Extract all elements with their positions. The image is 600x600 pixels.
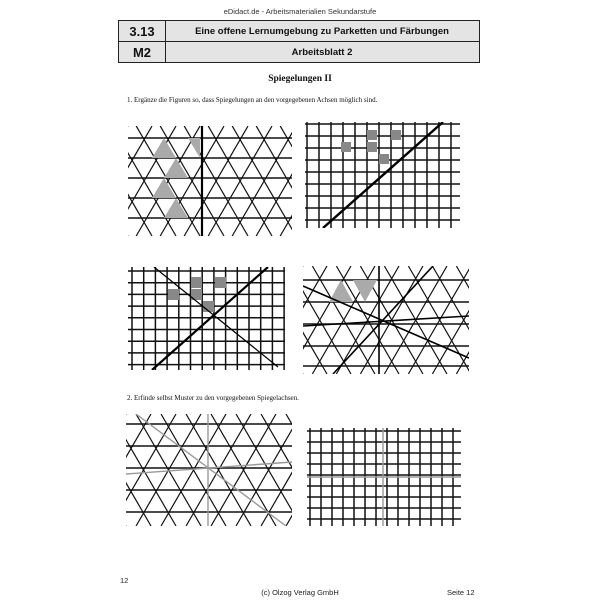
grid-line bbox=[128, 126, 152, 236]
header-row-material bbox=[118, 41, 480, 63]
chapter-number: 3.13 bbox=[119, 21, 166, 41]
material-title: Arbeitsblatt 2 bbox=[291, 46, 353, 58]
sheet-title: Spiegelungen II bbox=[268, 74, 332, 84]
shaded-square bbox=[341, 142, 351, 152]
shaded-square bbox=[391, 130, 401, 140]
figure-triangle-grid-multiple-axes bbox=[303, 266, 469, 374]
figure-square-grid-diagonal-axis bbox=[305, 122, 460, 228]
figure-blank-square-grid bbox=[307, 428, 461, 526]
header-row-chapter bbox=[118, 20, 480, 42]
material-number: M2 bbox=[119, 42, 166, 62]
shaded-square bbox=[367, 142, 377, 152]
grid-line bbox=[126, 414, 151, 526]
shaded-square bbox=[168, 289, 179, 300]
figure-blank-triangle-grid bbox=[126, 414, 292, 526]
copyright: (c) Olzog Verlag GmbH bbox=[261, 588, 339, 597]
grid-line bbox=[303, 266, 327, 374]
site-header: eDidact.de - Arbeitsmaterialien Sekundarstufe bbox=[223, 7, 377, 16]
task-1-instruction: 1. Ergänze die Figuren so, dass Spiegelungen an den vorgegebenen Achsen möglich sind. bbox=[127, 96, 378, 104]
shaded-square bbox=[215, 277, 226, 288]
grid-line bbox=[128, 126, 152, 236]
shaded-square bbox=[367, 130, 377, 140]
task-2-instruction: 2. Erfinde selbst Muster zu den vorgegebenen Spiegelachsen. bbox=[127, 394, 299, 402]
chapter-title: Eine offene Lernumgebung zu Parketten und Färbungen bbox=[195, 25, 449, 37]
shaded-square bbox=[191, 277, 202, 288]
mirror-axis bbox=[323, 122, 443, 228]
figure-triangle-grid-vertical-axis bbox=[128, 126, 292, 236]
figure-square-grid-crossed-axes bbox=[128, 267, 285, 370]
grid-line bbox=[126, 414, 151, 526]
grid-line bbox=[128, 126, 176, 236]
shaded-square bbox=[379, 154, 389, 164]
mirror-axis bbox=[136, 414, 286, 526]
grid-line bbox=[128, 126, 176, 236]
page-number: 12 bbox=[120, 576, 129, 585]
grid-line bbox=[303, 266, 327, 374]
shaded-triangle bbox=[188, 138, 200, 158]
page-label: Seite 12 bbox=[447, 588, 475, 597]
